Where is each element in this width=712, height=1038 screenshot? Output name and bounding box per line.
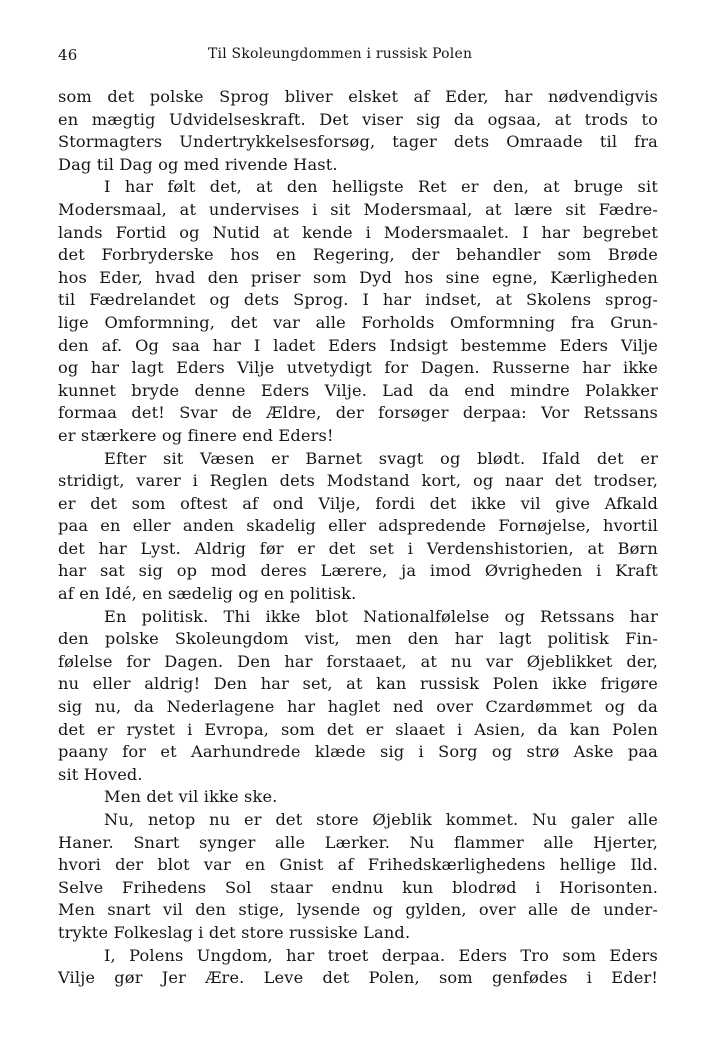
text-line: som det polske Sprog bliver elsket af Eder, har nødvendigvis [58,87,658,106]
text-line: en mægtig Udvidelseskraft. Det viser sig da ogsaa, at trods to [58,109,658,129]
text-line: hvori der blot var en Gnist af Frihedskærlighedens hellige Ild. [58,855,658,875]
running-head: Til Skoleungdommen i russisk Polen [208,46,473,62]
text-line: hos Eder, hvad den priser som Dyd hos sine egne, Kærligheden [58,267,658,287]
text-line: Haner. Snart synger alle Lærker. Nu flammer alle Hjerter, [58,832,658,852]
text-line: den polske Skoleungdom vist, men den har lagt politisk Fin- [58,629,658,649]
text-line: En politisk. Thi ikke blot Nationalfølelse og Retssans har [104,606,658,626]
page-header [58,36,658,66]
text-line: stridigt, varer i Reglen dets Modstand kort, og naar det trodser, [58,471,658,491]
text-line: det Forbryderske hos en Regering, der behandler som Brøde [58,245,658,265]
text-line: det er rystet i Evropa, som det er slaaet i Asien, da kan Polen [58,719,658,739]
text-line: til Fædrelandet og dets Sprog. I har indset, at Skolens sprog- [58,290,658,310]
text-line: paa en eller anden skadelig eller adspredende Fornøjelse, hvortil [58,516,658,536]
text-line: den af. Og saa har I ladet Eders Indsigt bestemme Eders Vilje [58,335,658,355]
text-line: er det som oftest af ond Vilje, fordi det ikke vil give Afkald [58,493,658,513]
text-line: lige Omformning, det var alle Forholds Omformning fra Grun- [58,312,658,332]
book-page [58,36,658,990]
text-line: sit Hoved. [58,764,143,784]
text-line: Modersmaal, at undervises i sit Modersmaal, at lære sit Fædre- [58,199,658,219]
text-line: paany for et Aarhundrede klæde sig i Sorg og strø Aske paa [58,742,658,762]
body-text [58,86,658,990]
text-line: Efter sit Væsen er Barnet svagt og blødt. Ifald det er [104,448,658,468]
text-line: Nu, netop nu er det store Øjeblik kommet. Nu galer alle [104,810,658,829]
text-line: I har følt det, at den helligste Ret er den, at bruge sit [104,177,658,197]
text-line: har sat sig op mod deres Lærere, ja imod Øvrigheden i Kraft [58,561,658,581]
text-line: formaa det! Svar de Ældre, der forsøger derpaa: Vor Retssans [58,403,658,423]
text-line: I, Polens Ungdom, har troet derpaa. Eders Tro som Eders [104,945,658,965]
text-line: kunnet bryde denne Eders Vilje. Lad da end mindre Polakker [58,380,658,400]
text-line: nu eller aldrig! Den har set, at kan russisk Polen ikke frigøre [58,674,658,694]
text-line: og har lagt Eders Vilje utvetydigt for Dagen. Russerne har ikke [58,358,658,378]
text-line: er stærkere og finere end Eders! [58,425,334,445]
text-line: det har Lyst. Aldrig før er det set i Verdenshistorien, at Børn [58,538,658,558]
text-line: Men det vil ikke ske. [104,787,278,807]
text-line: Selve Frihedens Sol staar endnu kun blodrød i Horisonten. [58,877,658,897]
text-line: trykte Folkeslag i det store russiske Land. [58,922,411,942]
text-line: Stormagters Undertrykkelsesforsøg, tager dets Omraade til fra [58,132,658,152]
text-line: Men snart vil den stige, lysende og gylden, over alle de under- [58,900,658,920]
text-line: af en Idé, en sædelig og en politisk. [58,584,357,604]
text-line: Vilje gør Jer Ære. Leve det Polen, som genfødes i Eder! [58,968,658,988]
text-line: følelse for Dagen. Den har forstaaet, at nu var Øjeblikket der, [58,651,658,671]
text-line: sig nu, da Nederlagene har haglet ned over Czardømmet og da [58,697,658,717]
text-line: Dag til Dag og med rivende Hast. [58,154,338,174]
page-number: 46 [58,46,78,64]
text-line: lands Fortid og Nutid at kende i Modersmaalet. I har begrebet [58,222,658,242]
